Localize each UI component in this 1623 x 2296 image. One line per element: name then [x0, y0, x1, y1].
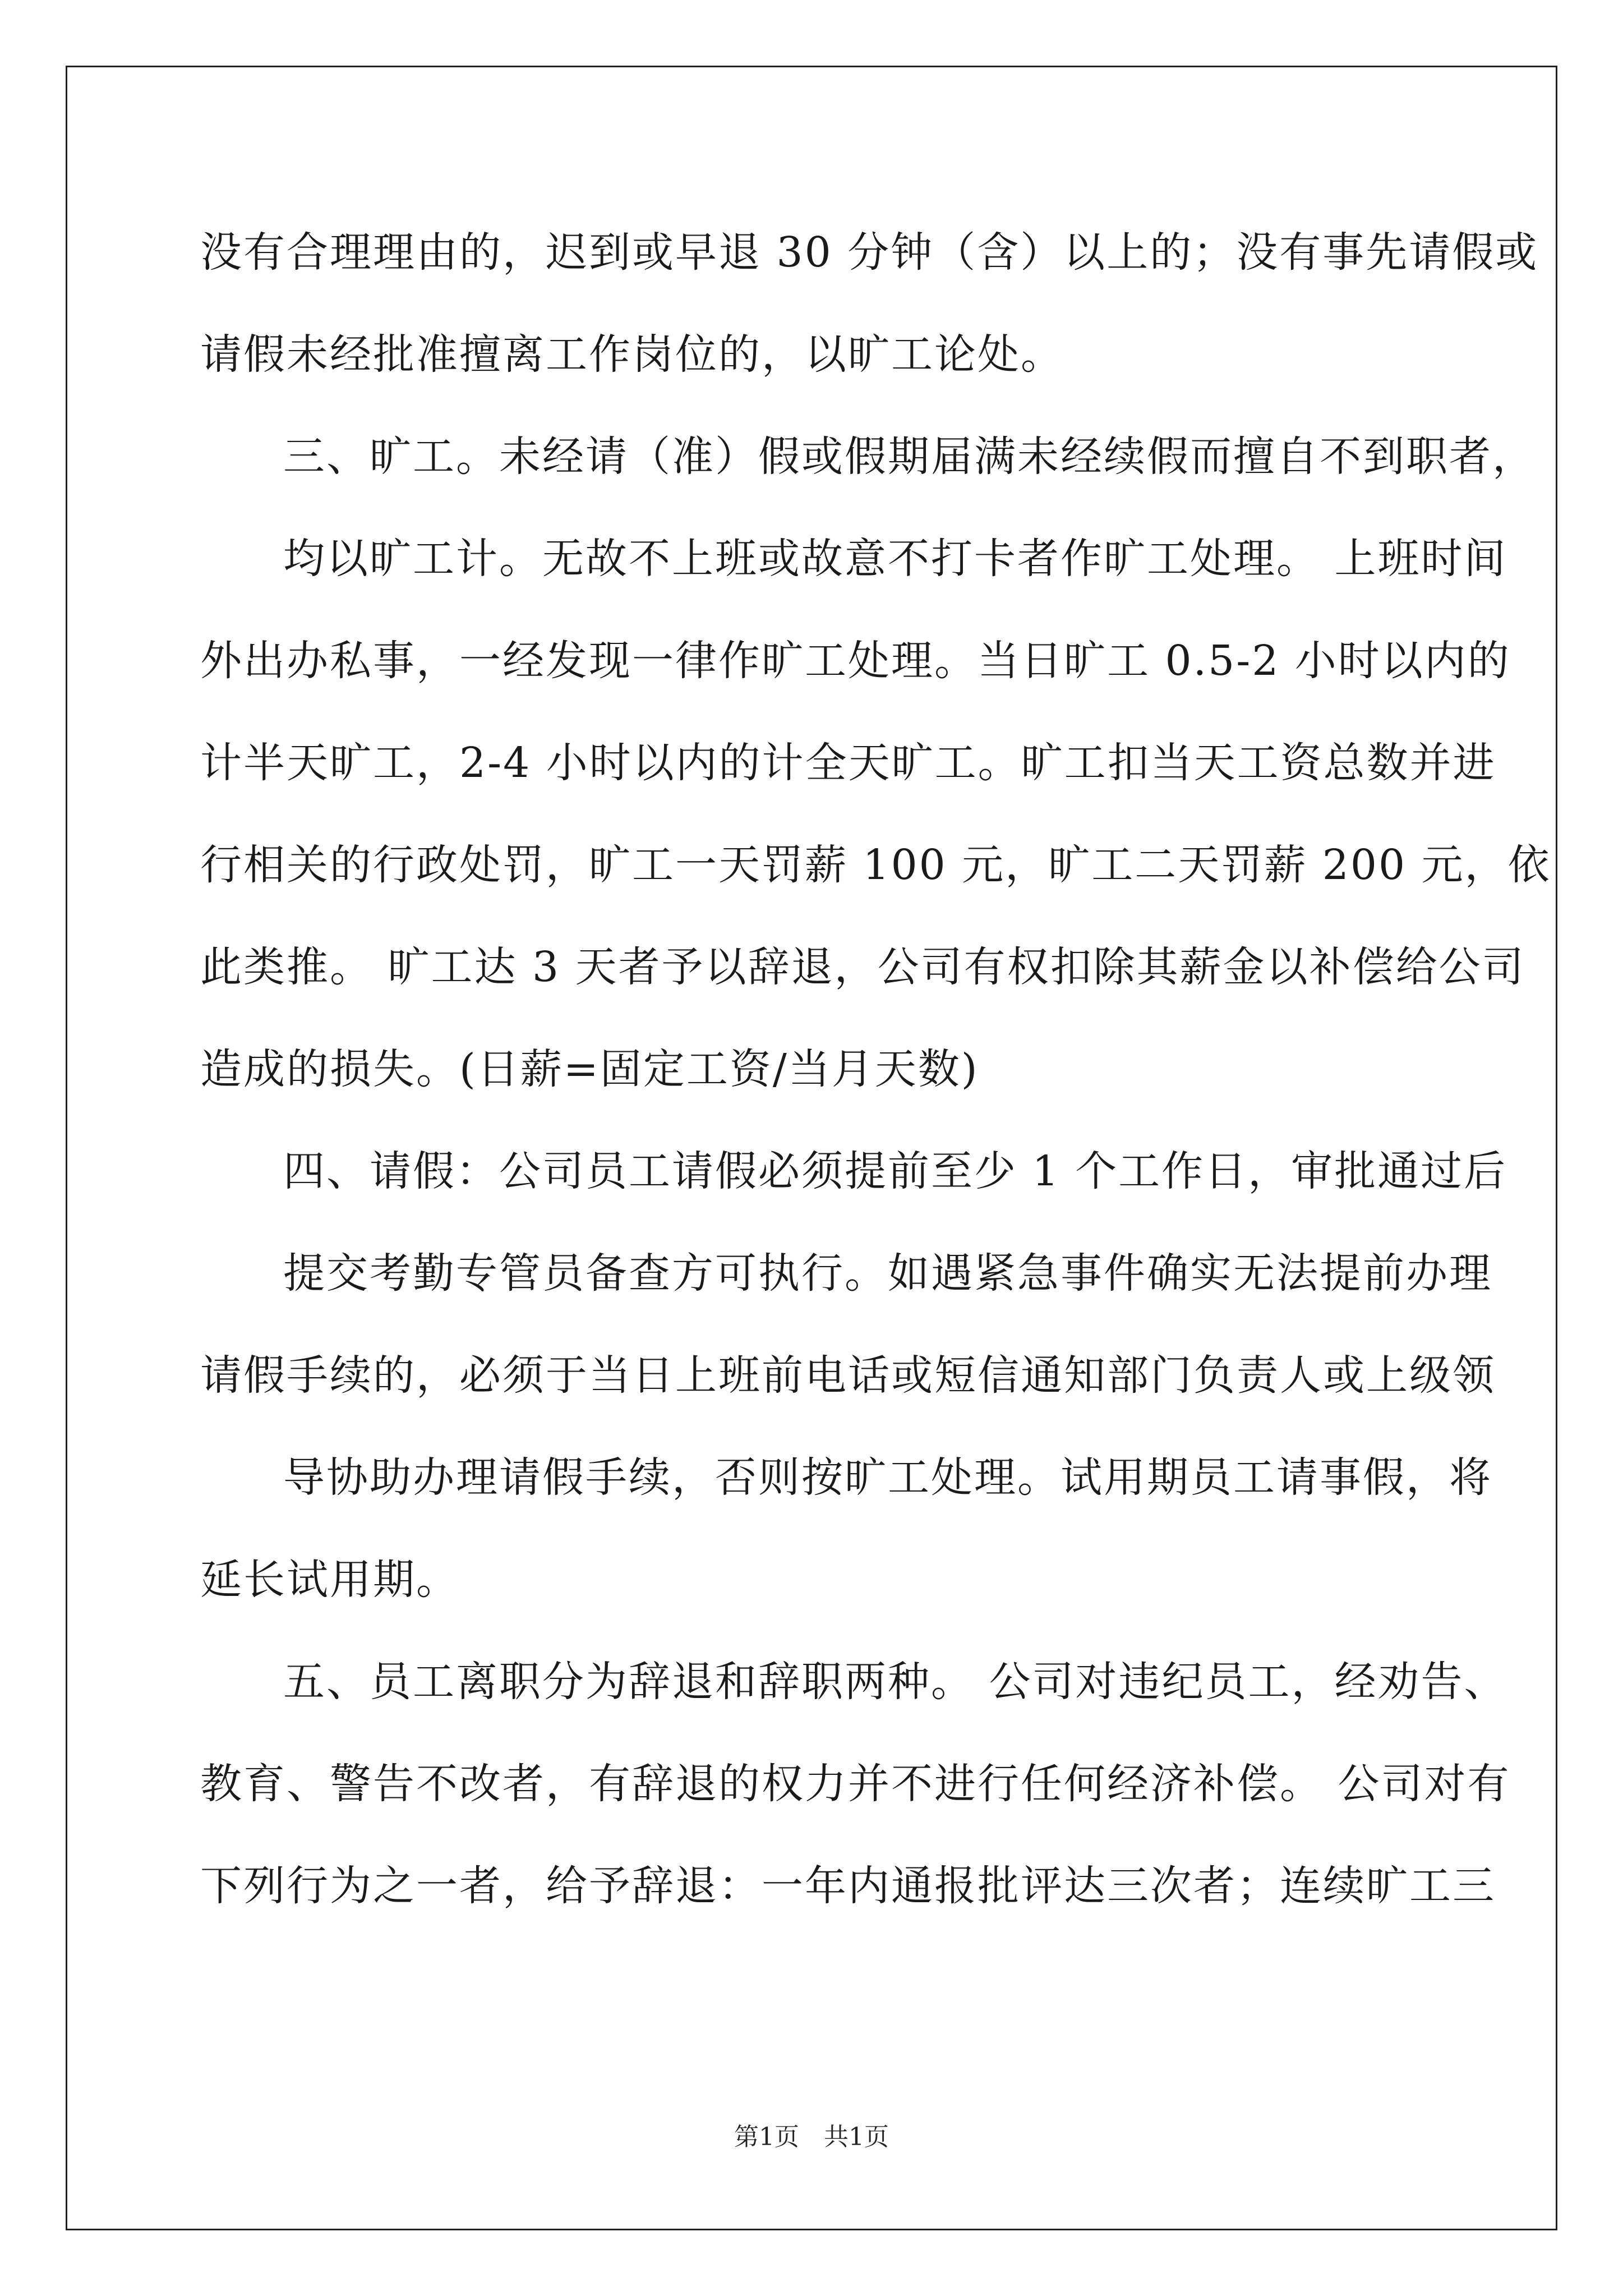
text-line: 均以旷工计。无故不上班或故意不打卡者作旷工处理。 上班时间 — [283, 535, 1507, 583]
page-footer: 第1页 共1页 — [734, 2123, 889, 2151]
text-line: 教育、警告不改者，有辞退的权力并不进行任何经济补偿。 公司对有 — [200, 1760, 1511, 1808]
text-line: 请假未经批准擅离工作岗位的，以旷工论处。 — [200, 330, 1064, 379]
text-line: 外出办私事，一经发现一律作旷工处理。当日旷工 0.5-2 小时以内的 — [200, 637, 1511, 685]
text-line: 此类推。 旷工达 3 天者予以辞退，公司有权扣除其薪金以补偿给公司 — [200, 943, 1525, 991]
text-line: 造成的损失。(日薪=固定工资/当月天数) — [200, 1045, 979, 1093]
text-line: 四、请假：公司员工请假必须提前至少 1 个工作日，审批通过后 — [283, 1147, 1507, 1195]
text-line: 三、旷工。未经请（准）假或假期届满未经续假而擅自不到职者， — [283, 432, 1536, 481]
text-line: 提交考勤专管员备查方可执行。如遇紧急事件确实无法提前办理 — [283, 1249, 1492, 1297]
text-line: 没有合理理由的，迟到或早退 30 分钟（含）以上的；没有事先请假或 — [200, 228, 1539, 277]
text-line: 下列行为之一者，给予辞退：一年内通报批评达三次者；连续旷工三 — [200, 1862, 1496, 1910]
text-line: 请假手续的，必须于当日上班前电话或短信通知部门负责人或上级领 — [200, 1351, 1496, 1400]
text-line: 五、员工离职分为辞退和辞职两种。 公司对违纪员工，经劝告、 — [283, 1658, 1507, 1706]
text-line: 行相关的行政处罚，旷工一天罚薪 100 元，旷工二天罚薪 200 元，依 — [200, 841, 1551, 889]
text-line: 延长试用期。 — [200, 1556, 459, 1604]
text-line: 计半天旷工，2-4 小时以内的计全天旷工。旷工扣当天工资总数并进 — [200, 739, 1496, 787]
text-line: 导协助办理请假手续，否则按旷工处理。试用期员工请事假，将 — [283, 1453, 1492, 1502]
